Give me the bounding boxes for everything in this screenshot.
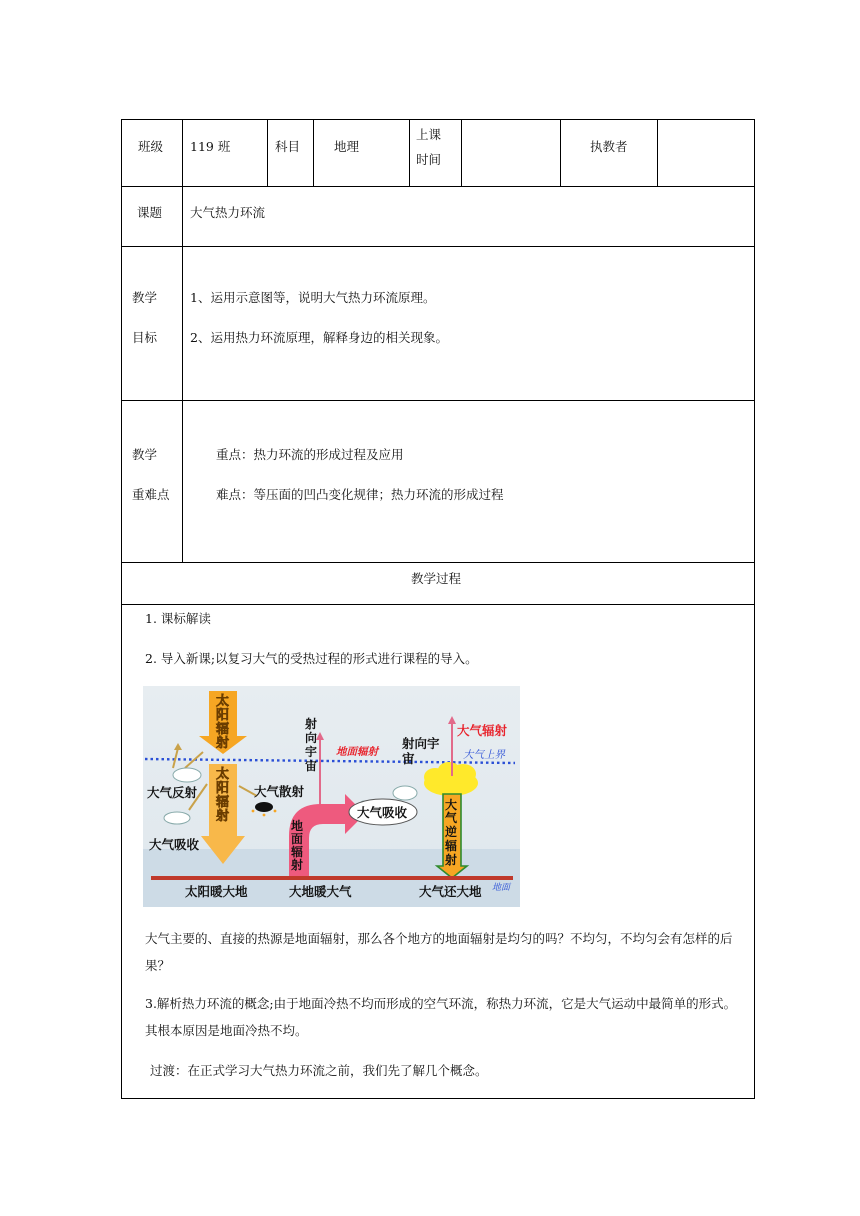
to-space-1-char-2: 向: [305, 731, 318, 745]
topic-value: 大气热力环流: [190, 205, 266, 220]
back-radiation-char-5: 射: [445, 853, 458, 867]
table-col-divider-4: [461, 119, 462, 186]
table-col-divider-6: [657, 119, 658, 186]
atmosphere-heating-diagram: [143, 686, 520, 907]
paragraph-heat-source: 大气主要的、直接的热源是地面辐射，那么各个地方的地面辐射是均匀的吗？不均匀，不均匀会有怎样的后果？: [145, 931, 733, 973]
key-focus: 重点：热力环流的形成过程及应用: [216, 447, 404, 462]
paragraph-thermal-circulation-concept: 3.解析热力环流的概念;由于地面冷热不均而形成的空气环流，称热力环流，它是大气运动中最简单的形式。其根本原因是地面冷热不均。: [145, 996, 737, 1038]
table-col-divider-3: [409, 119, 410, 186]
back-radiation-char-4: 辐: [445, 839, 458, 853]
objectives-label-line1: 教学: [132, 290, 158, 305]
solar-radiation-lower-char-1: 太: [216, 767, 230, 782]
process-title: 教学过程: [411, 571, 462, 586]
to-space-1-char-1: 射: [305, 717, 318, 731]
teacher-label: 执教者: [590, 139, 628, 154]
objective-item-2: 2、运用热力环流原理，解释身边的相关现象。: [190, 330, 448, 345]
keypoints-label-line1: 教学: [132, 447, 158, 462]
back-radiation-char-2: 气: [445, 811, 458, 825]
table-line-keypoints-bottom: [121, 562, 755, 563]
ground-radiation-char-4: 射: [291, 858, 304, 872]
ground-line: [151, 876, 513, 880]
sun-warms-ground-label: 太阳暖大地: [185, 884, 248, 899]
table-line-objectives-bottom: [121, 400, 755, 401]
air-returns-ground-label: 大气还大地: [419, 884, 482, 899]
paragraph-transition: 过渡：在正式学习大气热力环流之前，我们先了解几个概念。: [150, 1063, 488, 1078]
table-col-divider-2: [313, 119, 314, 186]
solar-radiation-char-2: 阳: [216, 708, 230, 723]
table-border-left: [121, 119, 122, 1099]
table-col-divider-1: [267, 119, 268, 186]
time-label-line1: 上课: [416, 127, 442, 142]
atm-radiation-label: 大气辐射: [457, 723, 508, 738]
objectives-label-line2: 目标: [132, 330, 158, 345]
back-radiation-char-1: 大: [445, 798, 458, 812]
subject-value: 地理: [334, 139, 360, 154]
process-step-1: 1. 课标解读: [145, 611, 211, 626]
process-step-2: 2. 导入新课;以复习大气的受热过程的形式进行课程的导入。: [145, 651, 478, 666]
subject-label: 科目: [275, 139, 301, 154]
ground-label: 地面: [492, 883, 511, 893]
class-value: 119 班: [190, 139, 231, 154]
solar-radiation-char-1: 太: [216, 694, 230, 709]
objective-item-1: 1、运用示意图等，说明大气热力环流原理。: [190, 290, 436, 305]
ground-radiation-char-2: 面: [291, 832, 304, 846]
atm-reflection-label: 大气反射: [147, 785, 198, 800]
table-line-process-title-bottom: [121, 604, 755, 605]
table-col-label-divider: [182, 119, 183, 562]
solar-radiation-char-3: 辐: [216, 722, 230, 737]
back-radiation-char-3: 逆: [445, 825, 458, 839]
ground-radiation-char-1: 地: [291, 819, 304, 833]
to-space-2-line2: 宙: [402, 751, 415, 766]
time-label-line2: 时间: [416, 152, 442, 167]
table-line-header-bottom: [121, 186, 755, 187]
ground-warms-air-label: 大地暖大气: [289, 884, 352, 899]
atm-top-label: 大气上界: [463, 749, 505, 761]
solar-radiation-char-4: 射: [216, 736, 230, 751]
table-line-topic-bottom: [121, 246, 755, 247]
atm-absorption-right-label: 大气吸收: [357, 805, 408, 820]
ground-radiation-italic-label: 地面辐射: [336, 746, 378, 758]
atm-absorption-left-label: 大气吸收: [149, 837, 200, 852]
table-border-bottom: [121, 1098, 755, 1099]
solar-radiation-lower-char-2: 阳: [216, 781, 230, 796]
ground-radiation-char-3: 辐: [291, 845, 304, 859]
keypoints-label-line2: 重难点: [132, 487, 170, 502]
class-label: 班级: [138, 139, 164, 154]
solar-radiation-lower-char-3: 辐: [216, 795, 230, 810]
topic-label: 课题: [137, 205, 163, 220]
table-border-top: [121, 119, 755, 120]
key-difficulty: 难点：等压面的凹凸变化规律；热力环流的形成过程: [216, 487, 504, 502]
to-space-2-line1: 射向宇: [402, 736, 440, 751]
table-col-divider-5: [560, 119, 561, 186]
to-space-1-char-4: 宙: [305, 759, 318, 773]
atm-scattering-label: 大气散射: [254, 784, 305, 799]
solar-radiation-lower-char-4: 射: [216, 809, 230, 824]
table-border-right: [754, 119, 755, 1099]
to-space-1-char-3: 宇: [305, 745, 318, 759]
